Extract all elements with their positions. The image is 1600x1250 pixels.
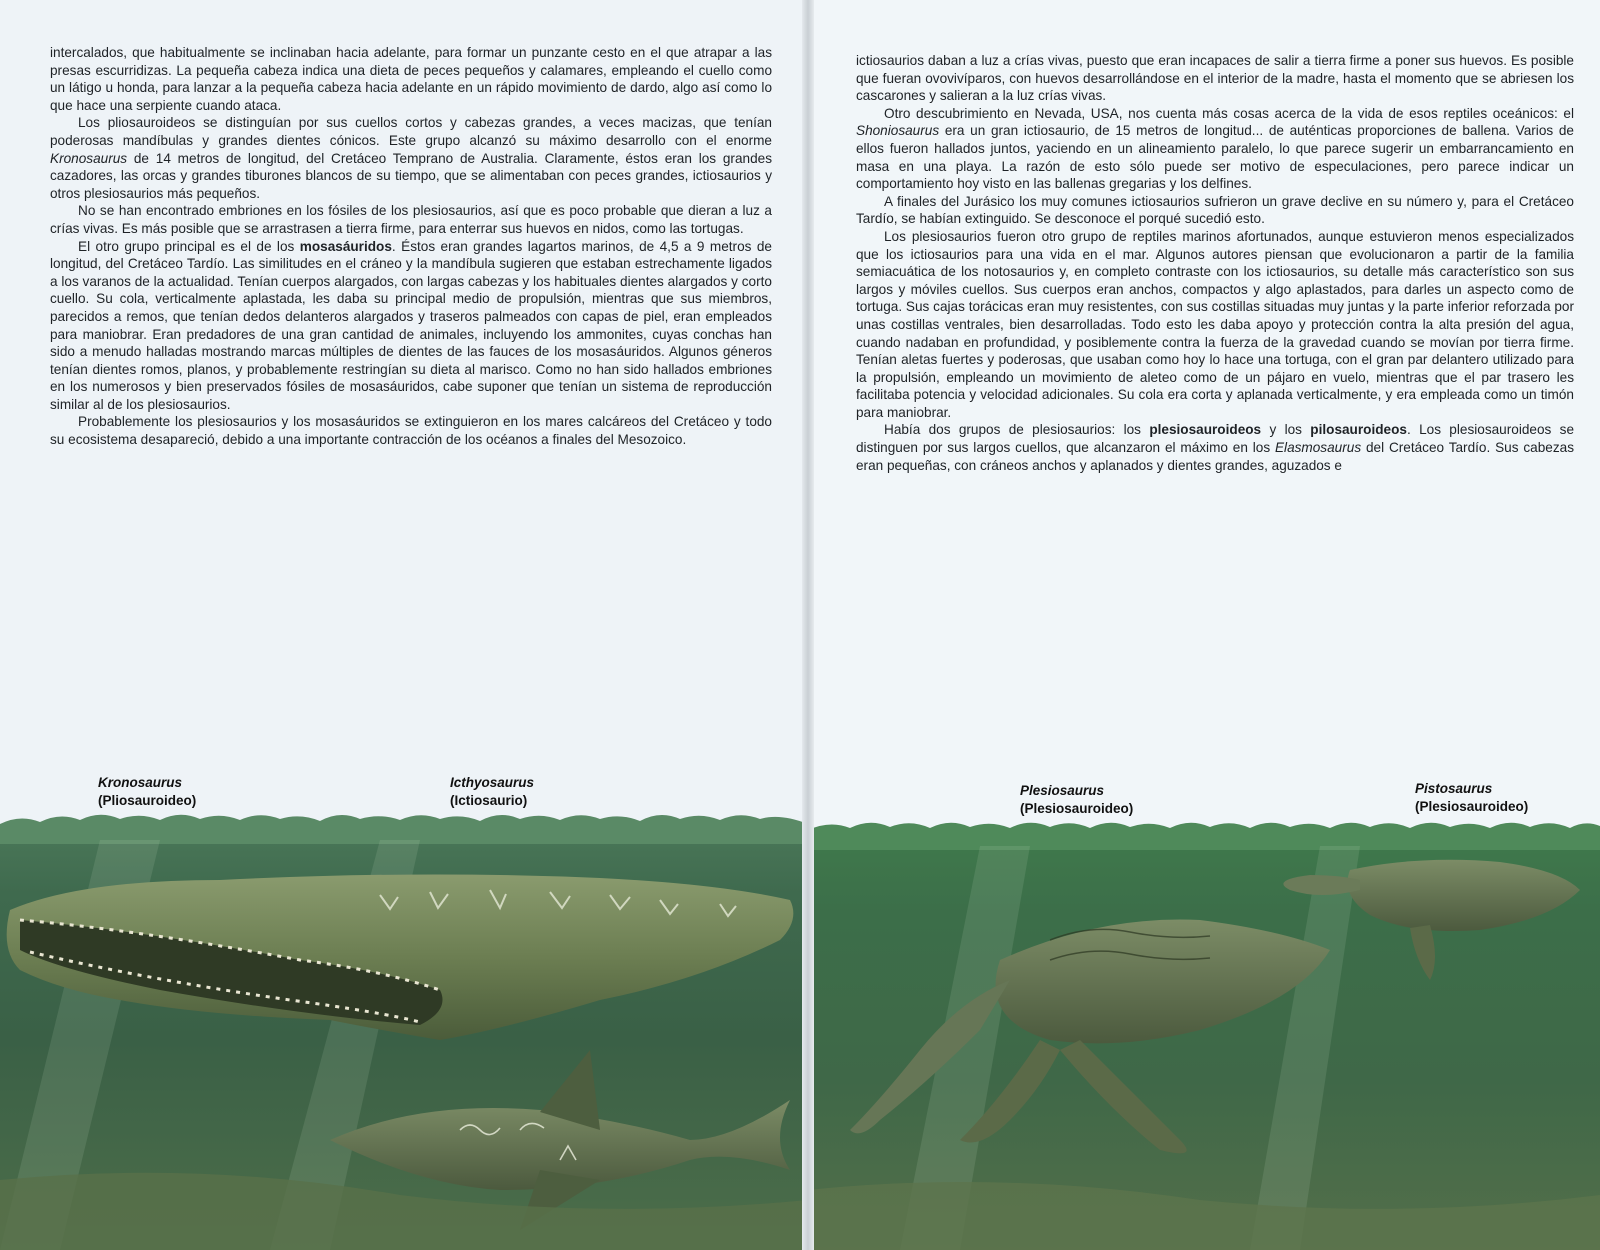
text-segment: Elasmosaurus <box>1274 440 1362 456</box>
text-segment: . Éstos eran grandes lagartos marinos, de 4,5 a 9 metros de longitud, del Cretáceo Tardío. Las similitudes en el cráneo y la mandíbula sugieren que estaban estrechamente ligados a los varanos de la actualidad. Tenían cuerpos alargados, con largas cabezas y los habituales dientes alargados y corto cuello. Su cola, verticalmente aplastada, les daba su principal medio de propulsión, mientras que sus miembros, parecidos a remos, que tenían dedos delanteros alargados y traseros palmeados con capas de piel, eran empleados para maniobrar. Eran predadores de una gran cantidad de animales, incluyendo los ammonites, cuyas conchas han sido a menudo halladas mostrando marcas múltiples de dientes de las fauces de los mosasáuridos. Algunos géneros tenían dientes romos, planos, y probablemente restringían su dieta al marisco. Como no han sido hallados embriones en los numerosos y bien preservados fósiles de mosasáuridos, cabe suponer que tenían un sistema de reproducción similar al de los plesiosaurios. <box>50 238 772 412</box>
text-segment: No se han encontrado embriones en los fósiles de los plesiosaurios, así que es poco probable que dieran a luz a crías vivas. Es más posible que se arrastrasen a tierra firme, para enterrar sus huevos en nidos, como las tortugas. <box>50 203 772 236</box>
text-segment: Shoniosaurus <box>856 123 940 139</box>
kronosaurus-name: Kronosaurus <box>98 775 183 790</box>
text-segment: de 14 metros de longitud, del Cretáceo Temprano de Australia. Claramente, éstos eran los grandes cazadores, las orcas y grandes tiburones blancos de su tiempo, que se alimentaban con peces grandes, ictiosaurios y otros plesiosaurios más pequeños. <box>50 150 772 201</box>
text-segment: del Cretáceo Tardío. Sus cabezas eran pequeñas, con cráneos anchos y aplanados y dientes grandes, aguzados e <box>856 440 1574 473</box>
kronosaurus-group: (Pliosauroideo) <box>98 793 197 808</box>
text-segment: y los <box>1261 422 1311 438</box>
text-segment: El otro grupo principal es el de los <box>78 238 300 254</box>
text-segment: Los pliosauroideos se distinguían por sus cuellos cortos y cabezas grandes, a veces macizas, que tenían poderosas mandíbulas y grandes dientes cónicos. Este grupo alcanzó su máximo desarrollo con el enorme <box>50 115 772 148</box>
paragraph <box>50 238 772 414</box>
text-segment: mosasáuridos <box>299 238 392 254</box>
text-segment: . Los plesiosauroideos se distinguen por sus largos cuellos, que alcanzaron el máximo en los <box>856 422 1575 456</box>
text-segment: A finales del Jurásico los muy comunes ictiosaurios sufrieron un grave declive en su número y, para el Cretáceo Tardío, se habían extinguido. Se desconoce el porqué sucedió esto. <box>856 193 1574 227</box>
icthyosaurus-name: Icthyosaurus <box>450 775 535 790</box>
paragraph <box>50 202 772 237</box>
paragraph <box>856 421 1574 474</box>
text-segment: Los plesiosaurios fueron otro grupo de reptiles marinos afortunados, aunque estuvieron menos especializados que los ictiosaurios para una vida en el mar. Algunos autores piensan que evolucionaron a partir de la familia semiacuática de los notosaurios y, en completo contraste con los ictiosaurios, su detalle más característico son sus largos y móviles cuellos. Sus cuerpos eran anchos, compactos y algo aplastados, para darles un aspecto como de tortuga. Sus cajas torácicas eran muy resistentes, con sus costillas situadas muy juntas y la parte inferior reforzada por unas costillas ventrales, bien desarrolladas. Todo esto les daba apoyo y protección contra la alta presión del agua, cuando nadaban en profundidad, y posiblemente contra la fuerza de la gravedad cuando se movían por tierra firme. Tenían aletas fuertes y poderosas, que usaban como hoy lo hace una tortuga, con el gran par delantero utilizado para la propulsión, empleando un movimiento de aleteo como de un pájaro en vuelo, mientras que el par trasero les facilitaba potencia y velocidad adicionales. Su cola era corta y aplanada verticalmente, y era empleada como un timón para maniobrar. <box>856 228 1574 420</box>
text-segment: plesiosauroideos <box>1149 422 1262 438</box>
text-segment: Había dos grupos de plesiosaurios: los <box>884 422 1150 438</box>
paragraph <box>50 44 772 114</box>
text-segment: ictiosaurios daban a luz a crías vivas, puesto que eran incapaces de salir a tierra firme a poner sus huevos. Es posible que fueran ovovivíparos, con huevos desarrollándose en el interior de la madre, hasta el momento que se abriesen los cascarones y salieran a la luz crías vivas. <box>856 53 1574 104</box>
text-segment: intercalados, que habitualmente se inclinaban hacia adelante, para formar un punzante cesto en el que atrapar a las presas escurridizas. La pequeña cabeza indica una dieta de peces pequeños y calamares, empleando el cuello como un látigo u honda, para lanzar a la pequeña cabeza hacia adelante en un rápido movimiento de dardo, algo así como lo que hace una serpiente cuando ataca. <box>50 45 772 113</box>
plesiosaurus-label <box>1020 782 1133 818</box>
underwater-illustration <box>0 800 1600 1250</box>
text-segment: era un gran ictiosaurio, de 15 metros de longitud... de auténticas proporciones de ballena. Varios de ellos fueron hallados juntos, yaciendo en un alineamiento paralelo, lo que parece sugerir un embarrancamiento en masa en una playa. La razón de esto sólo puede ser motivo de especulaciones, pero parece indicar un comportamiento hoy visto en las ballenas gregarias y los delfines. <box>856 123 1574 192</box>
plesiosaurus-group: (Plesiosauroideo) <box>1020 801 1134 816</box>
pistosaurus-label <box>1415 780 1528 816</box>
pistosaurus-name: Pistosaurus <box>1415 781 1493 796</box>
icthyosaurus-group: (Ictiosaurio) <box>450 793 528 808</box>
right-text-column <box>856 52 1574 474</box>
paragraph <box>856 228 1574 422</box>
paragraph <box>50 114 772 202</box>
left-text-column <box>50 44 772 449</box>
text-segment: pilosauroideos <box>1310 422 1407 438</box>
plesiosaurus-name: Plesiosaurus <box>1020 783 1105 798</box>
paragraph <box>50 413 772 448</box>
paragraph <box>856 52 1574 105</box>
book-gutter <box>802 0 814 1250</box>
kronosaurus-label <box>98 774 196 810</box>
pistosaurus-group: (Plesiosauroideo) <box>1415 799 1529 814</box>
text-segment: Otro descubrimiento en Nevada, USA, nos cuenta más cosas acerca de la vida de esos reptiles oceánicos: el <box>884 105 1574 121</box>
text-segment: Probablemente los plesiosaurios y los mosasáuridos se extinguieron en los mares calcáreos del Cretáceo y todo su ecosistema desapareció, debido a una importante contracción de los océanos a finales del Mesozoico. <box>50 414 772 448</box>
icthyosaurus-label <box>450 774 534 810</box>
text-segment: Kronosaurus <box>50 150 128 166</box>
paragraph <box>856 193 1574 228</box>
paragraph <box>856 105 1574 193</box>
